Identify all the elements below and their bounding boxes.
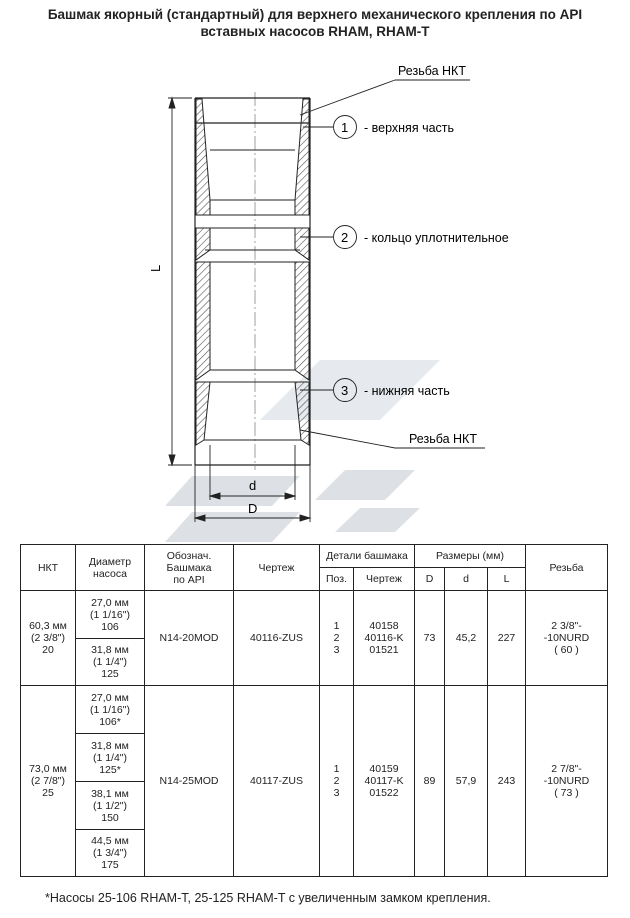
diameter-option: 44,5 мм (1 3/4") 175 (91, 835, 129, 871)
dim-d-label: d (249, 478, 257, 493)
dim-D-label: D (248, 501, 258, 516)
L-cell: 227 (488, 591, 526, 686)
header-diameter: Диаметр насоса (76, 545, 145, 591)
thread-cell: 2 7/8"- -10NURD ( 73 ) (526, 686, 608, 877)
header-D: D (415, 568, 445, 591)
pos-cell: 1 2 3 (320, 686, 354, 877)
callout-1-number: 1 (341, 120, 349, 135)
drawing-cell: 40116-ZUS (234, 591, 320, 686)
callout-2-number: 2 (341, 230, 349, 245)
thread-cell: 2 3/8"- -10NURD ( 60 ) (526, 591, 608, 686)
thread-label-bottom: Резьба НКТ (409, 432, 477, 446)
diameter-option: 31,8 мм (1 1/4") 125* (76, 734, 144, 782)
diameter-option: 27,0 мм (1 1/16") 106 (76, 591, 144, 639)
table-row (21, 591, 608, 686)
thread-label-top: Резьба НКТ (398, 64, 466, 78)
header-designation: Обознач. Башмака по API (145, 545, 234, 591)
diameter-cell (76, 591, 145, 686)
details-cell: 40158 40116-K 01521 (354, 591, 415, 686)
header-d: d (445, 568, 488, 591)
drawing-cell: 40117-ZUS (234, 686, 320, 877)
specs-table (20, 544, 608, 877)
diameter-option: 27,0 мм (1 1/16") 106* (76, 686, 144, 734)
footnote: *Насосы 25-106 RHAM-T, 25-125 RHAM-T с увеличенным замком крепления. (45, 891, 491, 905)
nkt-cell: 60,3 мм (2 3/8") 20 (21, 591, 76, 686)
header-details: Детали башмака (320, 545, 415, 568)
callout-1-label: - верхняя часть (364, 121, 455, 135)
d-cell: 45,2 (445, 591, 488, 686)
callout-3-label: - нижняя часть (364, 384, 450, 398)
header-L: L (488, 568, 526, 591)
header-thread: Резьба (526, 545, 608, 591)
D-cell: 73 (415, 591, 445, 686)
dimension-L (168, 98, 192, 465)
d-cell: 57,9 (445, 686, 488, 877)
header-dimensions: Размеры (мм) (415, 545, 526, 568)
header-details-drawing: Чертеж (354, 568, 415, 591)
diameter-option: 31,8 мм (1 1/4") 125 (91, 644, 129, 680)
header-nkt: НКТ (21, 545, 76, 591)
details-cell: 40159 40117-K 01522 (354, 686, 415, 877)
title-line-1: Башмак якорный (стандартный) для верхнего механического крепления по API (47, 7, 583, 22)
callout-2-label: - кольцо уплотнительное (364, 231, 509, 245)
L-cell: 243 (488, 686, 526, 877)
table-row (21, 686, 608, 877)
header-pos: Поз. (320, 568, 354, 591)
designation-cell: N14-20MOD (145, 591, 234, 686)
callout-3-number: 3 (341, 383, 349, 398)
designation-cell: N14-25MOD (145, 686, 234, 877)
diameter-option: 38,1 мм (1 1/2") 150 (76, 782, 144, 830)
diameter-cell (76, 686, 145, 877)
pos-cell: 1 2 3 (320, 591, 354, 686)
D-cell: 89 (415, 686, 445, 877)
nkt-cell: 73,0 мм (2 7/8") 25 (21, 686, 76, 877)
header-drawing: Чертеж (234, 545, 320, 591)
dim-L-label: L (148, 264, 163, 272)
title-line-2: вставных насосов RHAM, RHAM-T (200, 24, 430, 39)
